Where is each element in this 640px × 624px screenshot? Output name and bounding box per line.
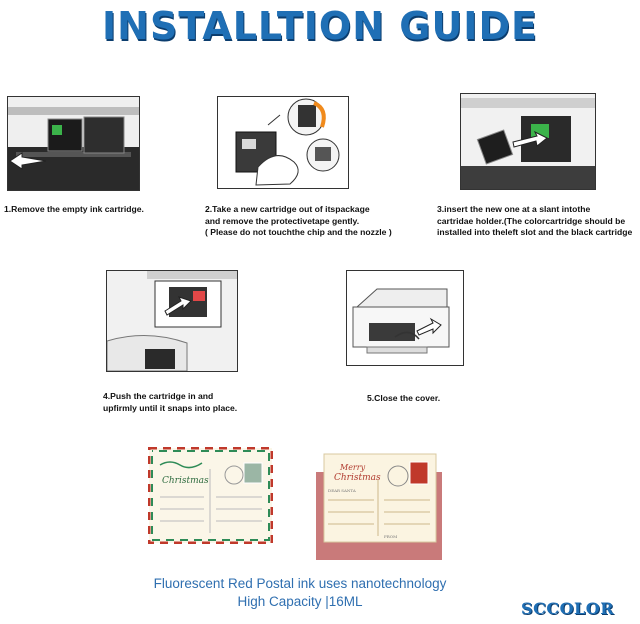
step-3-illustration: [460, 93, 596, 190]
bottom-line-1: Fluorescent Red Postal ink uses nanotechnology: [153, 576, 447, 591]
step-3-caption: 3.insert the new one at a slant intothe cartridae holder.(The colorcartridge should be installed into theleft slot and the black cartridge: [437, 204, 633, 237]
step-4-caption: 4.Push the cartridge in and upfirmly until it snaps into place.: [103, 391, 238, 413]
postcard-right-title-2: Christmas: [334, 473, 381, 483]
step-1-caption: 1.Remove the empty ink cartridge.: [4, 204, 144, 214]
page-title: INSTALLTION GUIDE: [102, 4, 538, 48]
step-5-caption: 5.Close the cover.: [367, 393, 441, 403]
step-1-illustration: [7, 96, 140, 191]
step-5-illustration: [346, 270, 464, 366]
postcard-right: [312, 450, 442, 562]
postcard-right-title-1: Merry: [340, 463, 366, 472]
postcard-right-label-1: DEAR SANTA: [328, 488, 356, 493]
step-4-illustration: [106, 270, 238, 372]
postcard-right-label-2: FROM: [384, 534, 398, 539]
step-2-caption: 2.Take a new cartridge out of itspackage and remove the protectivetape gently. ( Please do not touchthe chip and the nozzle ): [205, 204, 392, 237]
bottom-line-2: High Capacity |16ML: [237, 594, 363, 609]
brand-logo: SCCOLOR: [521, 599, 614, 618]
postcard-left-title: Christmas: [162, 476, 209, 486]
step-2-illustration: [217, 96, 349, 189]
postcard-left: [148, 447, 273, 544]
